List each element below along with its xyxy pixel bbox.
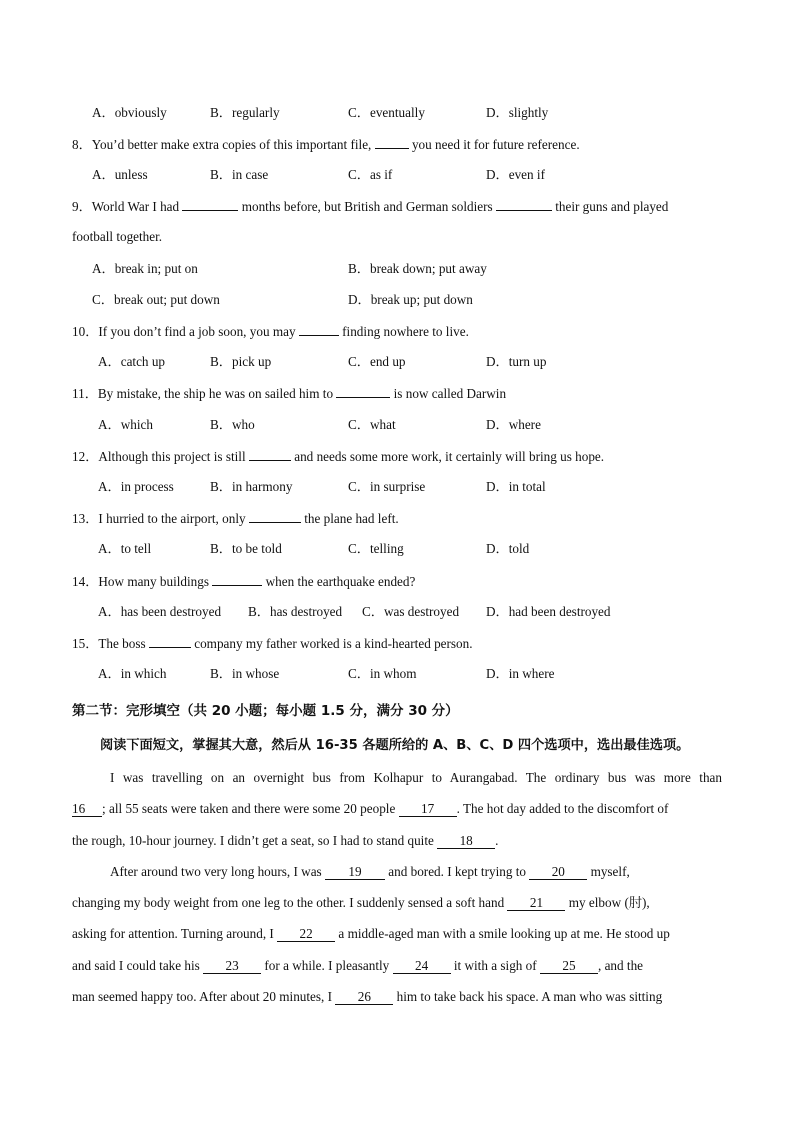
q13-stem-text-2: the plane had left. — [300, 511, 399, 526]
q12-option-b[interactable]: B．in harmony — [210, 479, 293, 494]
passage-text: asking for attention. Turning around, I — [72, 926, 278, 941]
q11-option-b[interactable]: B．who — [210, 417, 255, 432]
q8-stem — [72, 135, 722, 154]
q9-option-d[interactable]: D．break up; put down — [348, 292, 473, 307]
q13-option-d[interactable]: D．told — [486, 541, 530, 556]
passage-line-1: I was travelling on an overnight bus from Kolhapur to Aurangabad. The ordinary bus was more than — [110, 770, 722, 785]
blank-26[interactable]: 26 — [335, 989, 393, 1005]
passage-line-2 — [72, 800, 722, 818]
q14-stem-text-2: when the earthquake ended? — [262, 574, 416, 589]
q12-stem-text-2: and needs some more work, it certainly will bring us hope. — [290, 449, 605, 464]
q9-option-c[interactable]: C．break out; put down — [92, 292, 220, 307]
passage-text: changing my body weight from one leg to the other. I suddenly sensed a soft hand — [72, 895, 508, 910]
q15-stem — [72, 634, 722, 653]
q12-stem — [72, 447, 722, 466]
q13-stem-text: 13．I hurried to the airport, only — [72, 511, 249, 526]
blank-19[interactable]: 19 — [325, 864, 385, 880]
q9-stem-text-2: months before, but British and German soldiers — [238, 199, 496, 214]
q12-stem-text: 12．Although this project is still — [72, 449, 249, 464]
q9-options-row1 — [72, 260, 722, 278]
passage-text: the rough, 10-hour journey. I didn’t get a seat, so I had to stand quite — [72, 833, 438, 848]
q15-stem-text-2: company my father worked is a kind-hearted person. — [190, 636, 473, 651]
section-instruction: 阅读下面短文，掌握其大意，然后从 16-35 各题所给的 A、B、C、D 四个选项中，选出最佳选项。 — [100, 738, 690, 753]
q15-option-d[interactable]: D．in where — [486, 666, 555, 681]
passage-text: my elbow (肘), — [565, 895, 650, 910]
q11-options — [72, 416, 722, 434]
q12-option-c[interactable]: C．in surprise — [348, 479, 426, 494]
q9-stem-text: 9．World War I had — [72, 199, 183, 214]
passage-text: man seemed happy too. After about 20 minutes, I — [72, 989, 336, 1004]
q10-stem — [72, 322, 722, 341]
passage-text: for a while. I pleasantly — [261, 958, 393, 973]
q10-option-b[interactable]: B．pick up — [210, 354, 272, 369]
passage-text: . The hot day added to the discomfort of — [456, 801, 669, 816]
q8-option-a[interactable]: A．unless — [92, 167, 148, 182]
passage-text: myself, — [587, 864, 630, 879]
q13-option-a[interactable]: A．to tell — [98, 541, 152, 556]
q9-stem — [72, 197, 722, 216]
passage-text: him to take back his space. A man who was sitting — [393, 989, 663, 1004]
q10-option-a[interactable]: A．catch up — [98, 354, 166, 369]
q15-options — [72, 665, 722, 683]
passage-text: it with a sigh of — [450, 958, 540, 973]
q14-option-d[interactable]: D．had been destroyed — [486, 604, 611, 619]
section-heading: 第二节：完形填空（共 20 小题；每小题 1.5 分，满分 30 分） — [72, 703, 459, 719]
q15-blank — [149, 634, 191, 648]
blank-23[interactable]: 23 — [203, 958, 261, 974]
q14-option-a[interactable]: A．has been destroyed — [98, 604, 222, 619]
q8-stem-text-2: you need it for future reference. — [408, 137, 580, 152]
passage-text: and said I could take his — [72, 958, 204, 973]
q15-stem-text: 15．The boss — [72, 636, 149, 651]
q8-option-d[interactable]: D．even if — [486, 167, 545, 182]
q8-option-c[interactable]: C．as if — [348, 167, 393, 182]
q11-blank — [336, 384, 390, 398]
q14-stem — [72, 572, 722, 591]
passage-text: ; all 55 seats were taken and there were some 20 people — [102, 801, 399, 816]
q9-options-row2 — [72, 291, 722, 309]
q10-stem-text-2: finding nowhere to live. — [338, 324, 469, 339]
q11-stem-text: 11．By mistake, the ship he was on sailed him to — [72, 386, 337, 401]
q7-option-c[interactable]: C．eventually — [348, 105, 425, 120]
q10-blank — [299, 322, 339, 336]
blank-16[interactable]: 16 — [72, 801, 102, 817]
q7-option-b[interactable]: B．regularly — [210, 105, 280, 120]
q8-stem-text: 8．You’d better make extra copies of this important file, — [72, 137, 375, 152]
passage-line-4 — [110, 863, 760, 881]
passage-line-3 — [72, 832, 722, 850]
q12-options — [72, 478, 722, 496]
q8-blank — [375, 135, 409, 149]
q9-option-b[interactable]: B．break down; put away — [348, 261, 487, 276]
q11-option-c[interactable]: C．what — [348, 417, 396, 432]
q9-blank-2 — [496, 197, 552, 211]
passage-text: . — [495, 833, 499, 848]
blank-20[interactable]: 20 — [529, 864, 587, 880]
blank-25[interactable]: 25 — [540, 958, 598, 974]
q7-options — [72, 104, 722, 122]
q10-option-c[interactable]: C．end up — [348, 354, 406, 369]
q15-option-a[interactable]: A．in which — [98, 666, 167, 681]
q15-option-c[interactable]: C．in whom — [348, 666, 417, 681]
q12-blank — [249, 447, 291, 461]
q7-option-a[interactable]: A．obviously — [92, 105, 167, 120]
q11-option-a[interactable]: A．which — [98, 417, 153, 432]
passage-text: , and the — [597, 958, 644, 973]
passage-text: and bored. I kept trying to — [384, 864, 530, 879]
q9-blank-1 — [182, 197, 238, 211]
q15-option-b[interactable]: B．in whose — [210, 666, 280, 681]
passage-line-8 — [72, 988, 722, 1006]
q10-option-d[interactable]: D．turn up — [486, 354, 547, 369]
q8-options — [72, 166, 722, 184]
passage-line-6 — [72, 925, 722, 943]
q14-blank — [212, 572, 262, 586]
q11-option-d[interactable]: D．where — [486, 417, 541, 432]
q7-option-d[interactable]: D．slightly — [486, 105, 549, 120]
blank-22[interactable]: 22 — [277, 926, 335, 942]
passage-text: a middle-aged man with a smile looking up at me. He stood up — [335, 926, 670, 941]
q14-option-c[interactable]: C．was destroyed — [362, 604, 460, 619]
blank-21[interactable]: 21 — [507, 895, 565, 911]
q13-options — [72, 540, 722, 558]
q13-option-c[interactable]: C．telling — [348, 541, 404, 556]
blank-17[interactable]: 17 — [399, 801, 457, 817]
q14-option-b[interactable]: B．has destroyed — [248, 604, 343, 619]
q8-option-b[interactable]: B．in case — [210, 167, 269, 182]
q9-stem-cont: football together. — [72, 229, 163, 244]
q10-stem-text: 10．If you don’t find a job soon, you may — [72, 324, 299, 339]
passage-line-7 — [72, 957, 722, 975]
passage-text: After around two very long hours, I was — [110, 864, 325, 879]
blank-18[interactable]: 18 — [437, 833, 495, 849]
q11-stem-text-2: is now called Darwin — [390, 386, 507, 401]
q10-options — [72, 353, 722, 371]
q11-stem — [72, 384, 722, 403]
q12-option-d[interactable]: D．in total — [486, 479, 546, 494]
blank-24[interactable]: 24 — [393, 958, 451, 974]
passage-line-5 — [72, 894, 722, 912]
q14-stem-text: 14．How many buildings — [72, 574, 213, 589]
q9-option-a[interactable]: A．break in; put on — [92, 261, 198, 276]
q9-stem-text-3: their guns and played — [551, 199, 669, 214]
q12-option-a[interactable]: A．in process — [98, 479, 174, 494]
q13-option-b[interactable]: B．to be told — [210, 541, 282, 556]
q14-options — [72, 603, 722, 621]
q13-stem — [72, 509, 722, 528]
q13-blank — [249, 509, 301, 523]
